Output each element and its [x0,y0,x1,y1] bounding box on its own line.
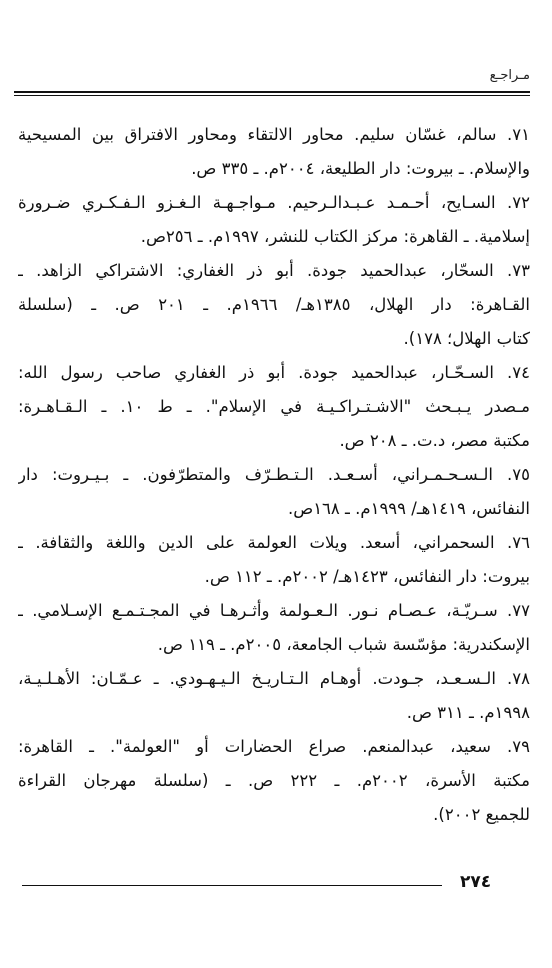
header-rule-thin [14,95,530,96]
reference-line: كتاب الهلال؛ ١٧٨). [403,329,530,348]
reference-line: ٧٣. السحّار، عبدالحميد جودة. أبو ذر الغفاري: الاشتراكي الزاهد. ـ [18,261,530,280]
reference-line: ٧١. سالم، غسّان سليم. محاور الالتقاء ومحاور الافتراق بين المسيحية [18,125,530,144]
reference-line: مكتبة مصر، د.ت. ـ ٢٠٨ ص. [339,431,530,450]
header-rule [14,91,530,93]
reference-entry [18,186,530,254]
reference-entry [18,254,530,356]
reference-entry [18,118,530,186]
reference-entry [18,458,530,526]
reference-entry [18,730,530,832]
reference-line: ٧٩. سعيد، عبدالمنعم. صراع الحضارات أو "العولمة". ـ القاهرة: [18,737,530,756]
reference-line: للجميع ٢٠٠٢). [433,805,530,824]
reference-line: إسلامية. ـ القاهرة: مركز الكتاب للنشر، ١٩٩٧م. ـ ٢٥٦ص. [140,227,530,246]
reference-entry [18,662,530,730]
running-header-title: مـراجـع [489,68,530,83]
references-list [18,118,530,832]
reference-line: ٧٦. السحمراني، أسعد. ويلات العولمة على الدين واللغة والثقافة. ـ [18,533,530,552]
reference-line: الإسكندرية: مؤسّسة شباب الجامعة، ٢٠٠٥م. ـ ١١٩ ص. [157,635,530,654]
reference-line: القـاهرة: دار الهلال، ١٣٨٥هـ/ ١٩٦٦م. ـ ٢٠١ ص. ـ (سلسلة [18,295,530,314]
reference-line: بيروت: دار النفائس، ١٤٢٣هـ/ ٢٠٠٢م. ـ ١١٢ ص. [204,567,530,586]
reference-line: ١٩٩٨م. ـ ٣١١ ص. [406,703,530,722]
reference-line: ٧٧. سـريّـة، عـصـام نـور. الـعـولمة وأثـرهـا في المجـتـمـع الإسـلامي. ـ [18,601,530,620]
reference-line: مكتبة الأسرة، ٢٠٠٢م. ـ ٢٢٢ ص. ـ (سلسلة مهرجان القراءة [18,771,530,790]
reference-line: ٧٤. السـحّـار، عبدالحميد جودة. أبو ذر الغفاري صاحب رسول الله: [18,363,530,382]
reference-entry [18,594,530,662]
reference-line: والإسلام. ـ بيروت: دار الطليعة، ٢٠٠٤م. ـ ٣٣٥ ص. [191,159,530,178]
footer-rule [22,885,442,886]
reference-line: ٧٥. الـسـحـمـراني، أسـعـد. الـتـطـرّف والمتطرّفون. ـ بـيـروت: دار [18,465,530,484]
page-number: ٢٧٤ [460,872,492,892]
reference-line: مـصدر يـبـحث "الاشـتـراكـيـة في الإسلام". ـ ط ١٠. ـ الـقـاهـرة: [18,397,530,416]
reference-line: ٧٨. الـسـعـد، جـودت. أوهـام الـتـاريـخ الـيـهـودي. ـ عـمّـان: الأهـلـيـة، [18,669,530,688]
reference-line: النفائس، ١٤١٩هـ/ ١٩٩٩م. ـ ١٦٨ص. [287,499,530,518]
reference-line: ٧٢. السـايح، أحـمـد عـبـدالـرحيم. مـواجـهـة الـغـزو الـفـكـري ضـرورة [18,193,530,212]
reference-entry [18,526,530,594]
reference-entry [18,356,530,458]
